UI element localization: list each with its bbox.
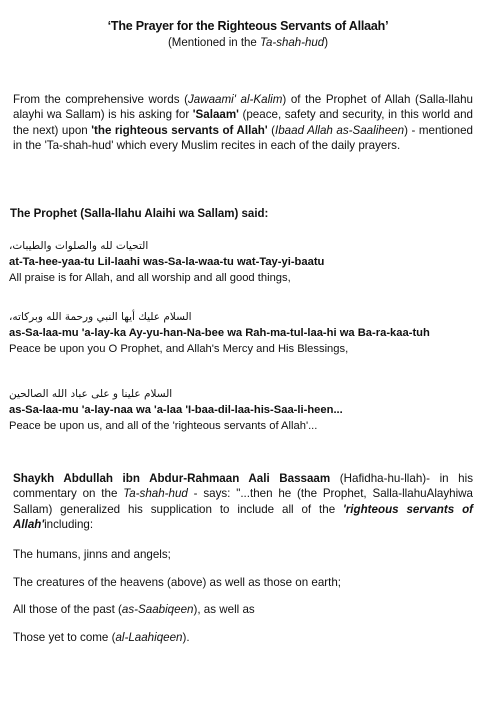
verse-block-1: [9, 236, 479, 286]
list-item: The creatures of the heavens (above) as well as those on earth;: [13, 576, 342, 589]
intro-text-9: ) - mentioned in the 'Ta-shah-hud' which every Muslim recites in each of the daily prayers.: [13, 123, 473, 153]
intro-italic-jawaami: Jawaami' al-Kalim: [187, 93, 283, 106]
commentary-italic-tashahhud: Ta-shah-hud: [123, 487, 188, 501]
commentary-text-6: including:: [44, 518, 94, 532]
intro-text-3: ) of the Prophet of Allah (Salla-llahu alayhi wa Sallam) is his asking for: [13, 93, 474, 122]
list-item: [13, 603, 255, 616]
page-title: ‘The Prayer for the Righteous Servants of Allaah’: [107, 19, 389, 33]
commentary-shaykh-name: Shaykh Abdullah ibn Abdur-Rahmaan Aali Bassaam: [13, 472, 331, 485]
intro-text-1: From the comprehensive words (: [13, 93, 188, 106]
intro-paragraph: [13, 92, 473, 154]
verse-translation: Peace be upon us, and all of the 'righteous servants of Allah'...: [9, 420, 318, 432]
verse-arabic: السلام عليك أيها النبي ورحمة الله وبركاته،: [9, 311, 192, 323]
verse-block-3: [9, 384, 479, 434]
subtitle-suffix: ): [324, 37, 329, 49]
commentary-text-4: - says: "...then he (the Prophet, Salla-llahuAlayhiwa Sallam) generalized his supplication to include all of the: [13, 487, 473, 516]
subtitle-italic: Ta-shah-hud: [260, 37, 325, 49]
verse-block-2: [9, 307, 479, 357]
subtitle-prefix: (Mentioned in the: [167, 37, 261, 49]
prophet-said-heading: The Prophet (Salla-llahu Alaihi wa Sallam) said:: [10, 208, 269, 220]
verse-translation: Peace be upon you O Prophet, and Allah's Mercy and His Blessings,: [9, 343, 349, 355]
page-subtitle: [0, 37, 496, 49]
verse-transliteration: at-Ta-hee-yaa-tu Lil-laahi was-Sa-la-waa-tu wat-Tay-yi-baatu: [9, 256, 325, 268]
intro-bold-salaam: 'Salaam': [192, 108, 239, 122]
list-item-3-italic: as-Saabiqeen: [121, 603, 194, 616]
list-item-3-a: All those of the past (: [13, 603, 122, 616]
verse-transliteration: as-Sa-laa-mu 'a-lay-ka Ay-yu-han-Na-bee wa Rah-ma-tul-laa-hi wa Ba-ra-kaa-tuh: [9, 327, 430, 339]
verse-translation: All praise is for Allah, and all worship and all good things,: [9, 272, 291, 284]
intro-text-7: (: [267, 123, 275, 137]
commentary-paragraph: [13, 471, 473, 533]
intro-text-5: (peace, safety and security, in this world and the next) upon: [13, 108, 473, 137]
intro-italic-ibaad: Ibaad Allah as-Saaliheen: [275, 123, 405, 137]
list-item: The humans, jinns and angels;: [13, 548, 171, 561]
intro-bold-righteous: 'the righteous servants of Allah': [91, 123, 268, 137]
verse-arabic: السلام علينا و على عباد الله الصالحين: [9, 388, 173, 400]
verse-arabic: التحيات لله والصلوات والطيبات،: [9, 240, 149, 252]
list-item: [13, 631, 190, 644]
commentary-text-2: (Hafidha-hu-llah)- in his commentary on the: [13, 472, 473, 501]
list-item-4-a: Those yet to come (: [13, 631, 116, 644]
list-item-4-c: ).: [182, 631, 190, 644]
verse-transliteration: as-Sa-laa-mu 'a-lay-naa wa 'a-laa 'I-baa-dil-laa-his-Saa-li-heen...: [9, 404, 343, 416]
list-item-4-italic: al-Laahiqeen: [115, 631, 183, 644]
commentary-bold-righteous: 'righteous servants of Allah': [13, 502, 474, 532]
list-item-3-c: ), as well as: [193, 603, 255, 616]
